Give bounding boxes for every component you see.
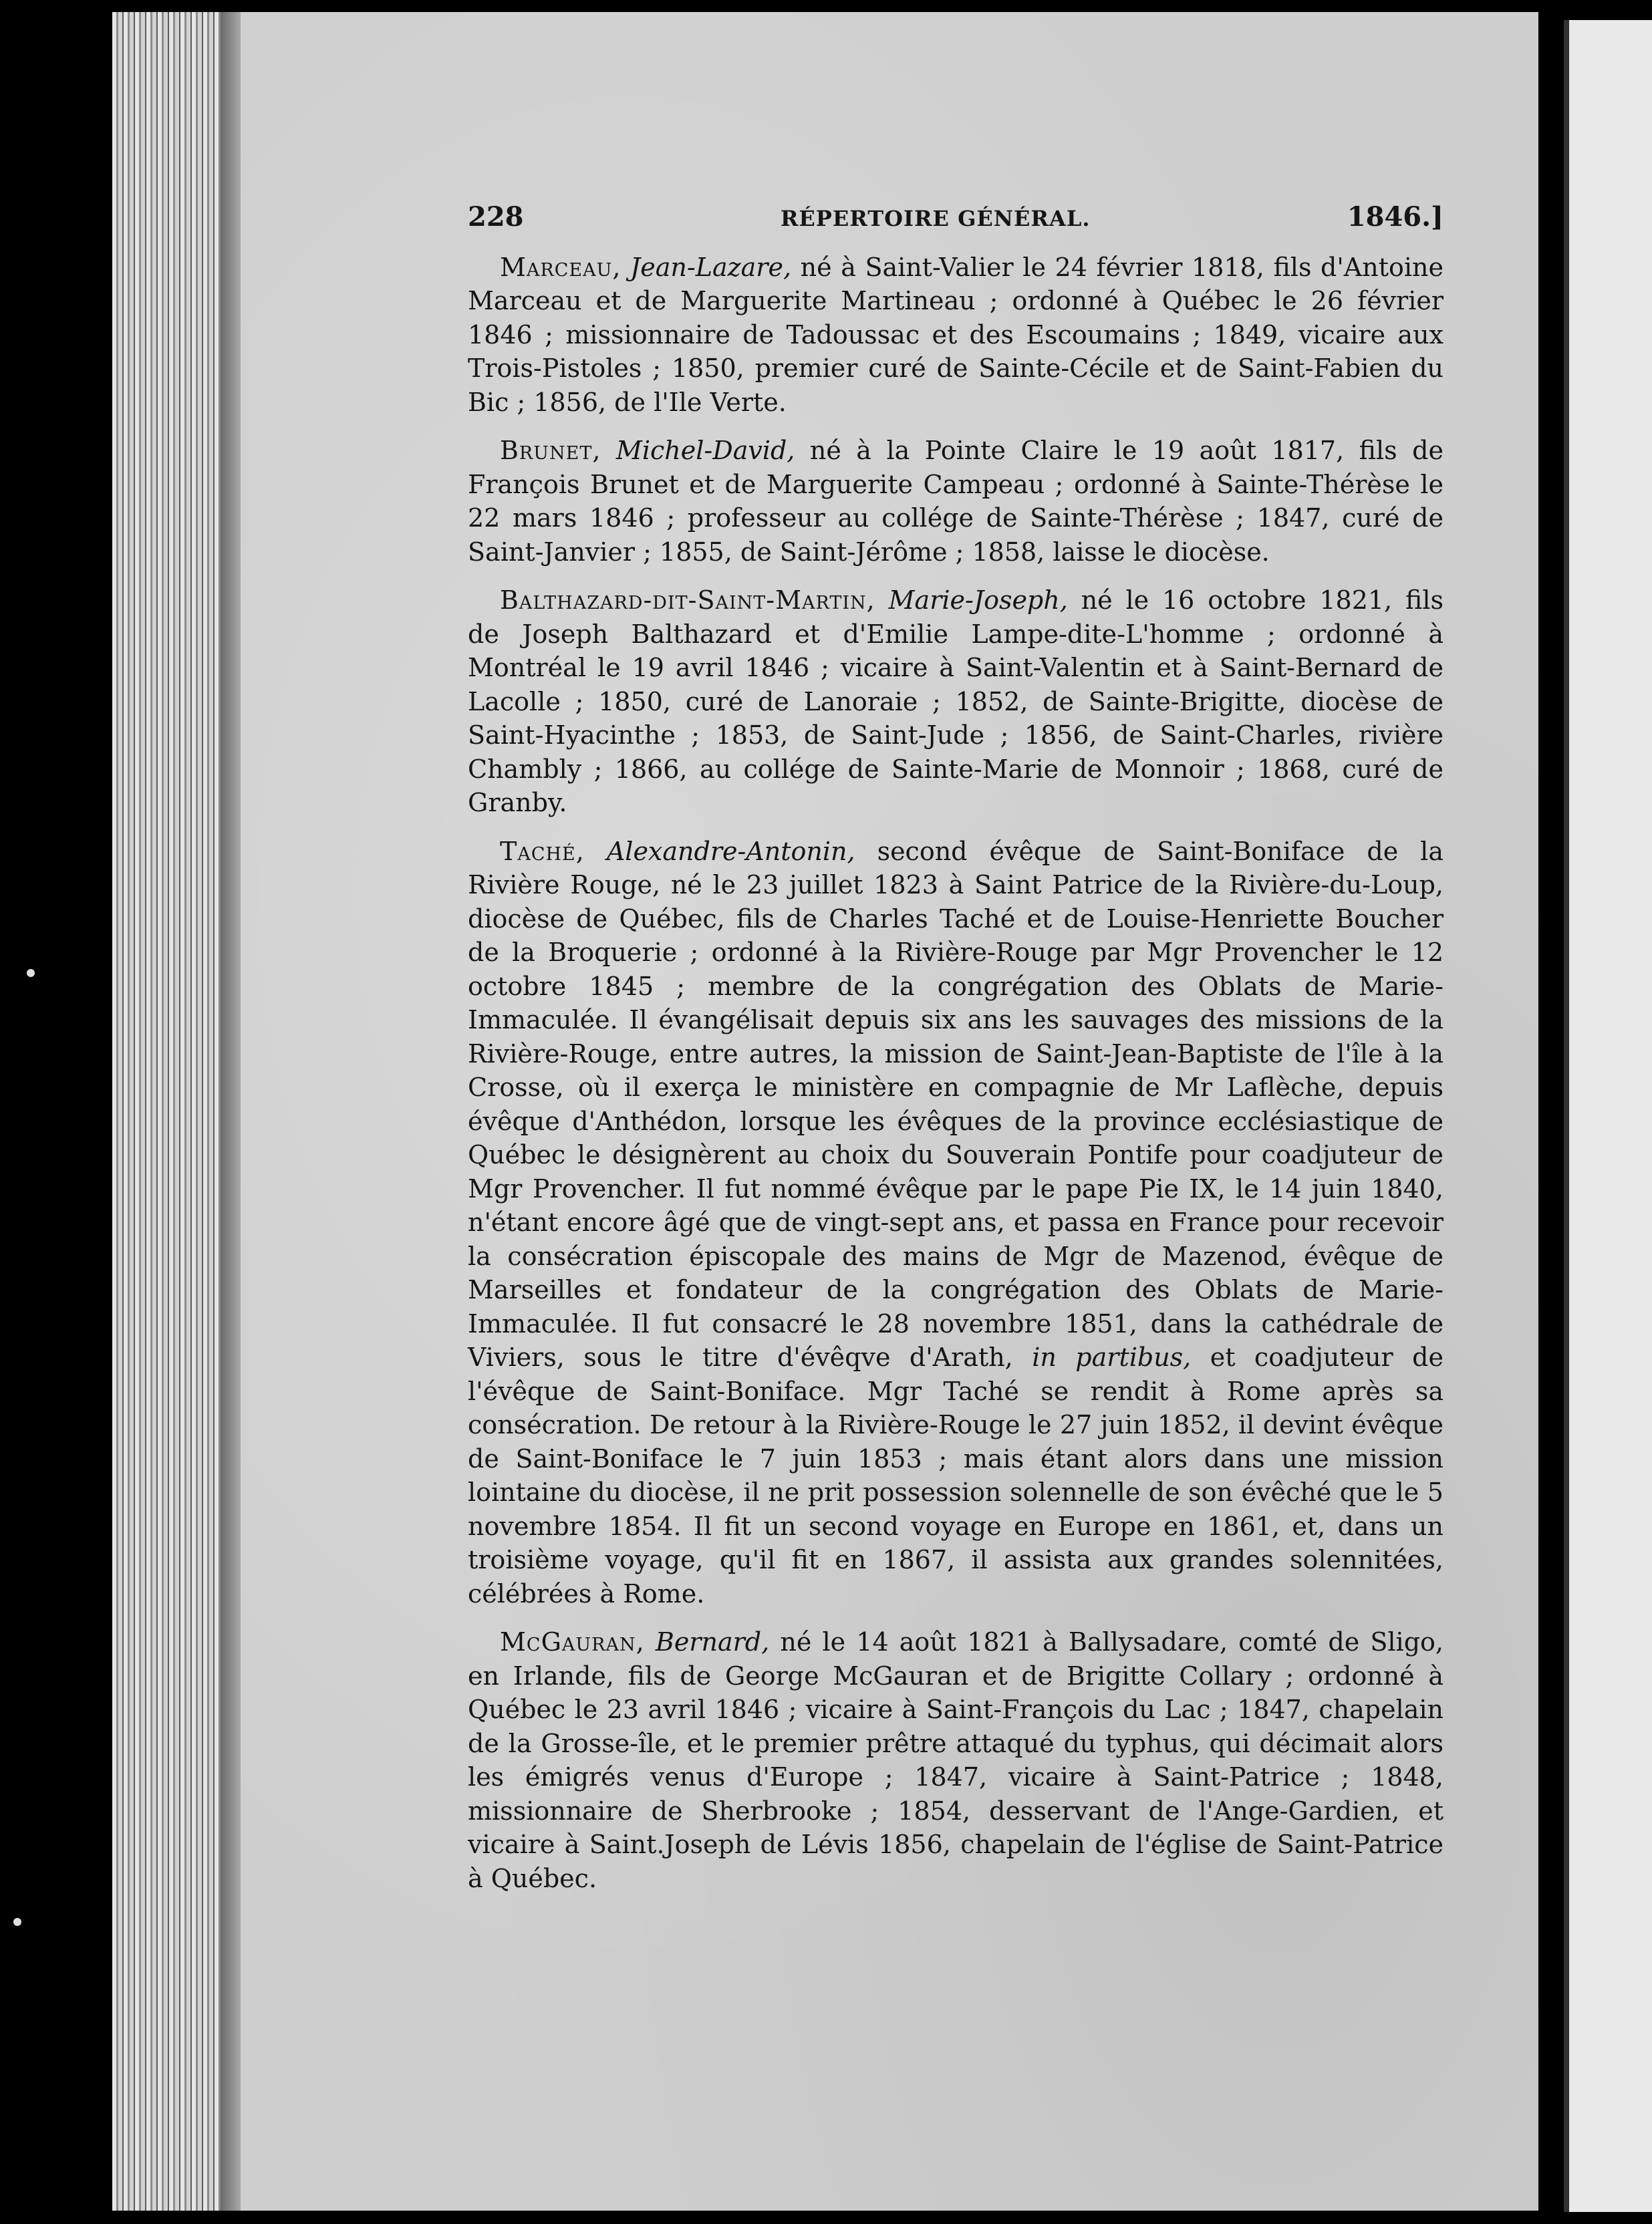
page-text (468, 200, 1443, 1910)
facing-page-edge (1564, 20, 1652, 2212)
entry-given-names: Michel-David, (615, 436, 795, 465)
entry-tache (468, 835, 1443, 1611)
entry-text: né à la Pointe Claire le 19 août 1817, fils de François Brunet et de Marguerite Campeau ; ordonné à Sainte-Thérèse le 22 mars 1846 ; professeur au collége de Sainte-Thérèse ; 1847, curé de Saint-Janvier ; 1855, de Saint-Jérôme ; 1858, laisse le diocèse. (468, 436, 1443, 567)
entry-balthazard (468, 583, 1443, 820)
running-year: 1846.] (1347, 201, 1443, 233)
facing-page-shadow (1564, 20, 1569, 2212)
entry-given-names: Bernard, (655, 1627, 770, 1657)
scan-speck (13, 1918, 21, 1926)
entry-text: né le 14 août 1821 à Ballysadare, comté de Sligo, en Irlande, fils de George McGauran et de Brigitte Collary ; ordonné à Québec le 23 avril 1846 ; vicaire à Saint-François du Lac ; 1847, chapelain de la Grosse-île, et le premier prêtre attaqué du typhus, qui décimait alors les émigrés venus d'Europe ; 1847, vicaire à Saint-Patrice ; 1848, missionnaire de Sherbrooke ; 1854, desservant de l'Ange-Gardien, et vicaire à Saint.Joseph de Lévis 1856, chapelain de l'église de Saint-Patrice à Québec. (468, 1627, 1443, 1893)
scan-speck (27, 969, 35, 977)
entry-surname: McGauran, (500, 1627, 645, 1657)
running-title: RÉPERTOIRE GÉNÉRAL. (780, 206, 1091, 231)
entry-given-names: Alexandre-Antonin, (606, 836, 855, 866)
entry-surname: Taché, (500, 836, 585, 866)
entry-brunet (468, 434, 1443, 569)
entry-italic-phrase: in partibus, (1032, 1343, 1192, 1372)
entry-text: second évêque de Saint-Boniface de la Rivière Rouge, né le 23 juillet 1823 à Saint Patrice de la Rivière-du-Loup, diocèse de Québec, fils de Charles Taché et de Louise-Henriette Boucher de la Broquerie ; ordonné à la Rivière-Rouge par Mgr Provencher le 12 octobre 1845 ; membre de la congrégation des Oblats de Marie-Immaculée. Il évangélisait depuis six ans les sauvages des missions de la Rivière-Rouge, entre autres, la mission de Saint-Jean-Baptiste de l'île à la Crosse, où il exerça le ministère en compagnie de Mr Laflèche, depuis évêque d'Anthédon, lorsque les évêques de la province ecclésiastique de Québec le désignèrent au choix du Souverain Pontife pour coadjuteur de Mgr Provencher. Il fut nommé évêque par le pape Pie IX, le 14 juin 1840, n'étant encore âgé que de vingt-sept ans, et passa en France pour recevoir la consécration épiscopale des mains de Mgr de Mazenod, évêque de Marseilles et fondateur de la congrégation des Oblats de Marie-Immaculée. Il fut consacré le 28 novembre 1851, dans la cathédrale de Viviers, sous le titre d'évêqve d'Arath, (468, 836, 1443, 1372)
entry-text-continued: et coadjuteur de l'évêque de Saint-Boniface. Mgr Taché se rendit à Rome après sa consécration. De retour à la Rivière-Rouge le 27 juin 1852, il devint évêque de Saint-Boniface le 7 juin 1853 ; mais étant alors dans une mission lointaine du diocèse, il ne prit possession solennelle de son évêché que le 5 novembre 1854. Il fit un second voyage en Europe en 1861, et, dans un troisième voyage, qu'il fit en 1867, il assista aux grandes solennitées, célébrées à Rome. (468, 1343, 1443, 1609)
running-head (468, 200, 1443, 236)
entry-marceau (468, 251, 1443, 420)
entry-text: né à Saint-Valier le 24 février 1818, fils d'Antoine Marceau et de Marguerite Martineau ; ordonné à Québec le 26 février 1846 ; missionnaire de Tadoussac et des Escoumains ; 1849, vicaire aux Trois-Pistoles ; 1850, premier curé de Sainte-Cécile et de Saint-Fabien du Bic ; 1856, de l'Ile Verte. (468, 252, 1443, 417)
entry-mcgauran (468, 1625, 1443, 1895)
entry-surname: Balthazard-dit-Saint-Martin, (500, 585, 875, 615)
entry-surname: Brunet, (500, 436, 601, 465)
entry-surname: Marceau, (500, 252, 622, 282)
entry-text: né le 16 octobre 1821, fils de Joseph Balthazard et d'Emilie Lampe-dite-L'homme ; ordonné à Montréal le 19 avril 1846 ; vicaire à Saint-Valentin et à Saint-Bernard de Lacolle ; 1850, curé de Lanoraie ; 1852, de Sainte-Brigitte, diocèse de Saint-Hyacinthe ; 1853, de Saint-Jude ; 1856, de Saint-Charles, rivière Chambly ; 1866, au collége de Sainte-Marie de Monnoir ; 1868, curé de Granby. (468, 585, 1443, 817)
entry-given-names: Marie-Joseph, (888, 585, 1068, 615)
page-number: 228 (468, 201, 524, 233)
entry-given-names: Jean-Lazare, (630, 252, 792, 282)
